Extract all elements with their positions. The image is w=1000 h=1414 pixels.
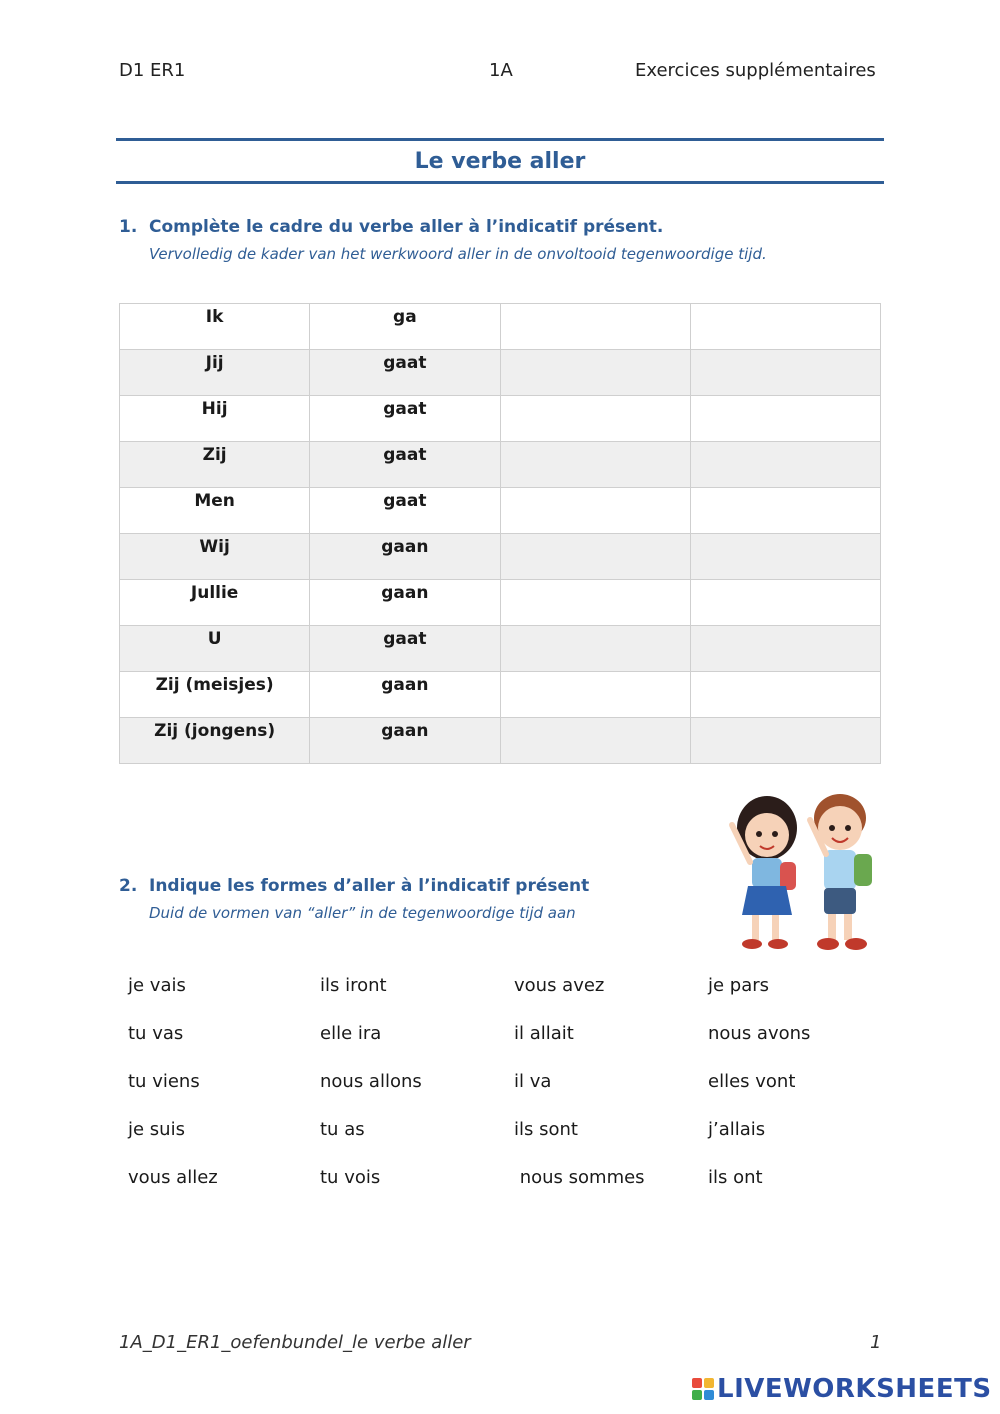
liveworksheets-brand[interactable] xyxy=(692,1374,992,1404)
french-pronoun-answer-cell[interactable] xyxy=(500,718,690,764)
page-number: 1 xyxy=(870,1332,882,1353)
word-option[interactable]: nous avons xyxy=(708,1023,811,1044)
dutch-verb-label: ga xyxy=(393,307,417,327)
footer-filename: 1A_D1_ER1_oefenbundel_le verbe aller xyxy=(119,1332,471,1353)
dutch-verb-cell xyxy=(310,350,500,396)
word-option[interactable]: il va xyxy=(514,1071,552,1092)
table-row xyxy=(120,718,881,764)
pronoun-label: Men xyxy=(194,491,235,511)
pronoun-label: Zij (meisjes) xyxy=(155,675,274,695)
dutch-verb-label: gaat xyxy=(383,445,427,465)
french-pronoun-answer-cell[interactable] xyxy=(500,488,690,534)
word-option[interactable]: vous allez xyxy=(128,1167,218,1188)
word-option[interactable]: ils ont xyxy=(708,1167,763,1188)
dutch-verb-label: gaat xyxy=(383,353,427,373)
word-option[interactable]: tu vois xyxy=(320,1167,381,1188)
table-row xyxy=(120,580,881,626)
pronoun-cell xyxy=(120,672,310,718)
girl-backpack xyxy=(780,862,796,890)
pronoun-label: Hij xyxy=(201,399,228,419)
dutch-verb-label: gaan xyxy=(381,721,429,741)
dutch-verb-cell xyxy=(310,534,500,580)
title-banner xyxy=(116,138,884,184)
liveworksheets-text: LIVEWORKSHEETS xyxy=(717,1374,992,1404)
girl-shirt xyxy=(752,858,782,888)
dutch-verb-label: gaat xyxy=(383,491,427,511)
girl-face xyxy=(745,813,789,857)
french-pronoun-answer-cell[interactable] xyxy=(500,396,690,442)
table-row xyxy=(120,488,881,534)
header-center: 1A xyxy=(489,60,513,81)
word-options-grid xyxy=(128,974,888,1190)
french-pronoun-answer-cell[interactable] xyxy=(500,534,690,580)
page-title: Le verbe aller xyxy=(414,148,586,174)
header-left: D1 ER1 xyxy=(119,60,186,81)
dutch-verb-label: gaan xyxy=(381,537,429,557)
french-pronoun-answer-cell[interactable] xyxy=(500,580,690,626)
table-row xyxy=(120,672,881,718)
word-option[interactable]: il allait xyxy=(514,1023,574,1044)
french-pronoun-answer-cell[interactable] xyxy=(500,442,690,488)
word-option[interactable]: tu vas xyxy=(128,1023,184,1044)
girl-skirt xyxy=(742,886,792,915)
french-pronoun-answer-cell[interactable] xyxy=(500,626,690,672)
table-row xyxy=(120,534,881,580)
french-verb-answer-cell[interactable] xyxy=(690,672,880,718)
conjugation-table xyxy=(119,303,881,764)
pronoun-label: Jullie xyxy=(190,583,239,603)
pronoun-cell xyxy=(120,304,310,350)
french-verb-answer-cell[interactable] xyxy=(690,580,880,626)
word-option[interactable]: elles vont xyxy=(708,1071,796,1092)
dutch-verb-cell xyxy=(310,626,500,672)
pronoun-label: U xyxy=(207,629,222,649)
pronoun-label: Jij xyxy=(205,353,224,373)
word-option[interactable]: ils sont xyxy=(514,1119,578,1140)
pronoun-cell xyxy=(120,580,310,626)
dutch-verb-label: gaat xyxy=(383,629,427,649)
word-option[interactable]: tu viens xyxy=(128,1071,200,1092)
dutch-verb-label: gaan xyxy=(381,675,429,695)
dutch-verb-label: gaat xyxy=(383,399,427,419)
pronoun-cell xyxy=(120,488,310,534)
pronoun-cell xyxy=(120,534,310,580)
children-illustration xyxy=(722,780,887,958)
dutch-verb-cell xyxy=(310,304,500,350)
french-pronoun-answer-cell[interactable] xyxy=(500,350,690,396)
table-row xyxy=(120,396,881,442)
exercise2-number: 2. xyxy=(119,876,138,896)
dutch-verb-cell xyxy=(310,396,500,442)
dutch-verb-cell xyxy=(310,488,500,534)
word-option[interactable]: je suis xyxy=(128,1119,185,1140)
header-right: Exercices supplémentaires xyxy=(635,60,876,81)
exercise1-number: 1. xyxy=(119,217,138,237)
word-option[interactable]: elle ira xyxy=(320,1023,382,1044)
french-pronoun-answer-cell[interactable] xyxy=(500,304,690,350)
pronoun-label: Ik xyxy=(205,307,224,327)
pronoun-cell xyxy=(120,396,310,442)
pronoun-label: Zij (jongens) xyxy=(154,721,276,741)
pronoun-cell xyxy=(120,718,310,764)
french-verb-answer-cell[interactable] xyxy=(690,534,880,580)
liveworksheets-logo-icon xyxy=(692,1378,714,1400)
word-option[interactable]: je pars xyxy=(708,975,770,996)
dutch-verb-cell xyxy=(310,672,500,718)
exercise1-subtitle: Vervolledig de kader van het werkwoord aller in de onvoltooid tegenwoordige tijd. xyxy=(149,245,767,263)
boy-shirt xyxy=(824,850,856,890)
dutch-verb-label: gaan xyxy=(381,583,429,603)
boy-backpack xyxy=(854,854,872,886)
pronoun-cell xyxy=(120,626,310,672)
table-row xyxy=(120,304,881,350)
pronoun-label: Zij xyxy=(202,445,227,465)
word-option[interactable]: nous sommes xyxy=(514,1167,645,1188)
french-verb-answer-cell[interactable] xyxy=(690,488,880,534)
word-option[interactable]: tu as xyxy=(320,1119,365,1140)
dutch-verb-cell xyxy=(310,718,500,764)
table-row xyxy=(120,442,881,488)
word-option[interactable]: je vais xyxy=(128,975,186,996)
french-verb-answer-cell[interactable] xyxy=(690,626,880,672)
french-pronoun-answer-cell[interactable] xyxy=(500,672,690,718)
french-verb-answer-cell[interactable] xyxy=(690,350,880,396)
word-option[interactable]: ils iront xyxy=(320,975,387,996)
exercise1-title: Complète le cadre du verbe aller à l’indicatif présent. xyxy=(149,217,664,237)
french-verb-answer-cell[interactable] xyxy=(690,396,880,442)
exercise2-subtitle: Duid de vormen van “aller” in de tegenwoordige tijd aan xyxy=(149,904,576,922)
french-verb-answer-cell[interactable] xyxy=(690,442,880,488)
table-row xyxy=(120,350,881,396)
word-option[interactable]: vous avez xyxy=(514,975,605,996)
french-verb-answer-cell[interactable] xyxy=(690,718,880,764)
pronoun-cell xyxy=(120,442,310,488)
boy-face xyxy=(818,806,862,850)
exercise2-title: Indique les formes d’aller à l’indicatif présent xyxy=(149,876,590,896)
dutch-verb-cell xyxy=(310,580,500,626)
word-option[interactable]: j’allais xyxy=(708,1119,766,1140)
boy-shorts xyxy=(824,888,856,914)
french-verb-answer-cell[interactable] xyxy=(690,304,880,350)
dutch-verb-cell xyxy=(310,442,500,488)
pronoun-cell xyxy=(120,350,310,396)
table-row xyxy=(120,626,881,672)
word-option[interactable]: nous allons xyxy=(320,1071,422,1092)
pronoun-label: Wij xyxy=(199,537,230,557)
